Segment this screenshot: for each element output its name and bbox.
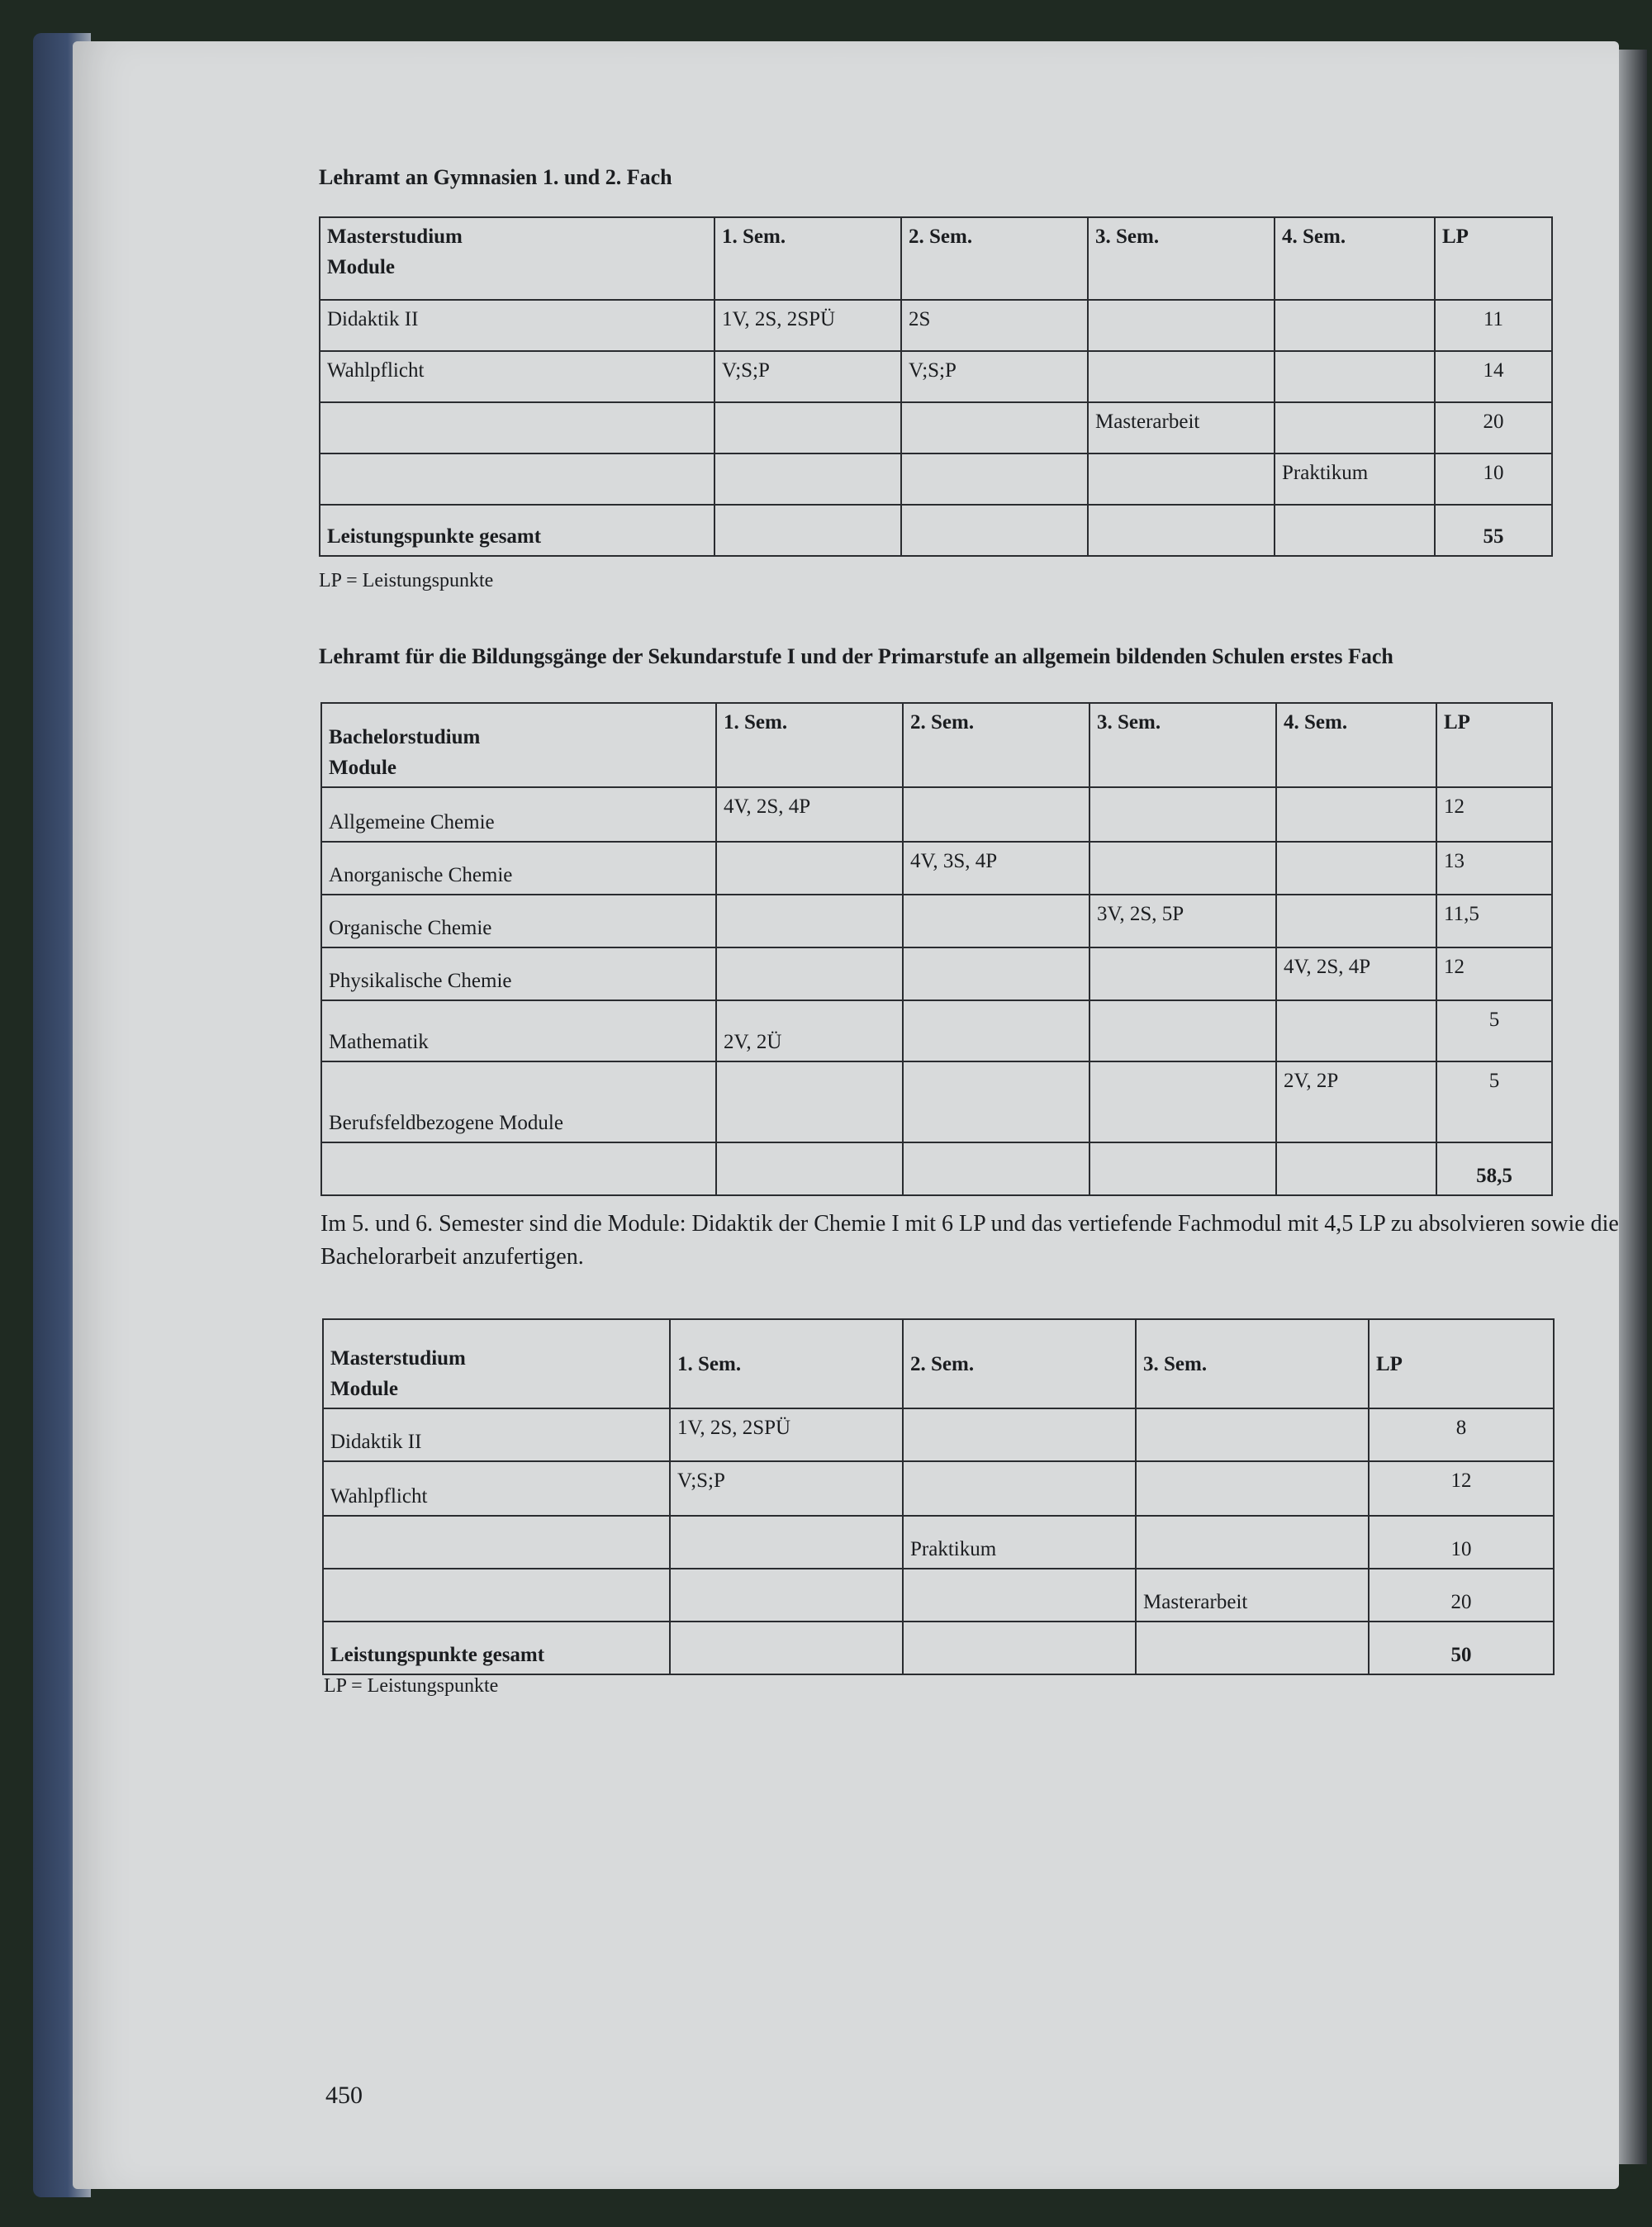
sem3-cell <box>1136 1408 1369 1461</box>
sem1-cell <box>670 1516 903 1569</box>
table-row <box>321 787 1552 842</box>
sem3-cell <box>1089 947 1276 1000</box>
sem3-cell <box>1088 351 1275 402</box>
section1-heading: Lehramt an Gymnasien 1. und 2. Fach <box>319 165 672 189</box>
sem3-cell <box>1089 1000 1276 1061</box>
sem3-header: 3. Sem. <box>1089 703 1276 787</box>
sem3-cell <box>1088 300 1275 351</box>
lp-cell: 5 <box>1436 1061 1552 1142</box>
sem1-cell <box>714 402 901 453</box>
sem1-cell: V;S;P <box>670 1461 903 1516</box>
sem2-cell <box>901 402 1088 453</box>
lp-cell: 11,5 <box>1436 895 1552 947</box>
sem4-cell: Praktikum <box>1275 453 1435 505</box>
sem1-header: 1. Sem. <box>714 217 901 300</box>
sem3-cell <box>1089 842 1276 895</box>
table-row <box>323 1516 1554 1569</box>
lp-cell: 12 <box>1369 1461 1554 1516</box>
sem1-cell: 2V, 2Ü <box>716 1000 903 1061</box>
sem1-header: 1. Sem. <box>716 703 903 787</box>
total-row <box>323 1622 1554 1674</box>
sem2-cell <box>903 1408 1136 1461</box>
total-row <box>321 1142 1552 1195</box>
sem4-cell <box>1275 300 1435 351</box>
section2-heading: Lehramt für die Bildungsgänge der Sekundarstufe I und der Primarstufe an allgemein bildenden Schulen erstes Fach <box>319 644 1393 668</box>
module-header: Masterstudium Module <box>320 217 714 300</box>
module-cell: Physikalische Chemie <box>321 947 716 1000</box>
sem2-cell <box>903 1569 1136 1622</box>
sem1-cell: 1V, 2S, 2SPÜ <box>714 300 901 351</box>
module-cell: Allgemeine Chemie <box>321 787 716 842</box>
sem2-header: 2. Sem. <box>903 1319 1136 1408</box>
sem3-cell: 3V, 2S, 5P <box>1089 895 1276 947</box>
sem2-header: 2. Sem. <box>903 703 1089 787</box>
total-lp: 50 <box>1369 1622 1554 1674</box>
sem1-cell: V;S;P <box>714 351 901 402</box>
sem3-cell: Masterarbeit <box>1136 1569 1369 1622</box>
sem2-cell <box>903 1000 1089 1061</box>
lp-cell: 12 <box>1436 787 1552 842</box>
sem3-cell <box>1089 787 1276 842</box>
sem3-cell <box>1136 1461 1369 1516</box>
table-row <box>320 351 1552 402</box>
lp-cell: 20 <box>1435 402 1552 453</box>
sem3-header: 3. Sem. <box>1088 217 1275 300</box>
sem2-header: 2. Sem. <box>901 217 1088 300</box>
total-lp: 58,5 <box>1436 1142 1552 1195</box>
table-header-row <box>323 1319 1554 1408</box>
module-cell <box>323 1569 670 1622</box>
sem4-cell <box>1276 842 1436 895</box>
sem1-cell <box>714 453 901 505</box>
module-header: Bachelorstudium Module <box>321 703 716 787</box>
lp-cell: 13 <box>1436 842 1552 895</box>
lp-note: LP = Leistungspunkte <box>319 570 494 591</box>
book-page <box>73 41 1619 2189</box>
module-cell <box>320 402 714 453</box>
sem3-header: 3. Sem. <box>1136 1319 1369 1408</box>
total-label: Leistungspunkte gesamt <box>320 505 714 556</box>
sem4-cell <box>1276 787 1436 842</box>
sem4-cell: 4V, 2S, 4P <box>1276 947 1436 1000</box>
lp-cell: 8 <box>1369 1408 1554 1461</box>
table-row <box>323 1569 1554 1622</box>
sem3-cell: Masterarbeit <box>1088 402 1275 453</box>
sem3-cell <box>1089 1061 1276 1142</box>
table-row <box>321 895 1552 947</box>
sem2-cell <box>903 1461 1136 1516</box>
sem1-cell <box>716 895 903 947</box>
lp-cell: 11 <box>1435 300 1552 351</box>
sem2-cell <box>901 453 1088 505</box>
sem4-header: 4. Sem. <box>1276 703 1436 787</box>
sem2-cell: 4V, 3S, 4P <box>903 842 1089 895</box>
table-row <box>323 1461 1554 1516</box>
lp-cell: 10 <box>1369 1516 1554 1569</box>
sem2-cell: V;S;P <box>901 351 1088 402</box>
module-cell: Didaktik II <box>320 300 714 351</box>
table-row <box>321 1000 1552 1061</box>
sem1-cell: 4V, 2S, 4P <box>716 787 903 842</box>
sem3-cell <box>1136 1516 1369 1569</box>
sem4-cell <box>1275 402 1435 453</box>
lp-note: LP = Leistungspunkte <box>324 1675 499 1697</box>
section3-table <box>322 1318 1555 1675</box>
table-row <box>320 453 1552 505</box>
sem2-cell <box>903 947 1089 1000</box>
sem4-cell <box>1276 895 1436 947</box>
sem1-cell <box>670 1569 903 1622</box>
total-label: Leistungspunkte gesamt <box>323 1622 670 1674</box>
sem1-cell: 1V, 2S, 2SPÜ <box>670 1408 903 1461</box>
page-number: 450 <box>325 2082 363 2109</box>
module-cell: Wahlpflicht <box>320 351 714 402</box>
sem4-cell: 2V, 2P <box>1276 1061 1436 1142</box>
sem3-cell <box>1088 453 1275 505</box>
lp-header: LP <box>1435 217 1552 300</box>
table-row <box>321 842 1552 895</box>
sem1-header: 1. Sem. <box>670 1319 903 1408</box>
sem4-header: 4. Sem. <box>1275 217 1435 300</box>
sem2-cell: Praktikum <box>903 1516 1136 1569</box>
module-cell: Wahlpflicht <box>323 1461 670 1516</box>
sem2-cell <box>903 895 1089 947</box>
module-header: Masterstudium Module <box>323 1319 670 1408</box>
total-row <box>320 505 1552 556</box>
lp-cell: 5 <box>1436 1000 1552 1061</box>
lp-cell: 10 <box>1435 453 1552 505</box>
table-row <box>320 300 1552 351</box>
section2-table <box>320 702 1553 1196</box>
sem1-cell <box>716 947 903 1000</box>
lp-cell: 20 <box>1369 1569 1554 1622</box>
table-row <box>321 1061 1552 1142</box>
sem2-cell <box>903 1061 1089 1142</box>
table-header-row <box>320 217 1552 300</box>
table-row <box>321 947 1552 1000</box>
table-row <box>320 402 1552 453</box>
lp-cell: 12 <box>1436 947 1552 1000</box>
sem1-cell <box>716 842 903 895</box>
sem4-cell <box>1275 351 1435 402</box>
lp-cell: 14 <box>1435 351 1552 402</box>
module-cell: Berufsfeldbezogene Module <box>321 1061 716 1142</box>
sem2-cell <box>903 787 1089 842</box>
table-row <box>323 1408 1554 1461</box>
table-header-row <box>321 703 1552 787</box>
semester-note-paragraph: Im 5. und 6. Semester sind die Module: Didaktik der Chemie I mit 6 LP und das vertiefende Fachmodul mit 4,5 LP zu absolvieren sowie die Bachelorarbeit anzufertigen. <box>320 1211 1619 1270</box>
module-cell <box>320 453 714 505</box>
lp-header: LP <box>1436 703 1552 787</box>
sem2-cell: 2S <box>901 300 1088 351</box>
total-lp: 55 <box>1435 505 1552 556</box>
module-cell: Didaktik II <box>323 1408 670 1461</box>
lp-header: LP <box>1369 1319 1554 1408</box>
section1-table <box>319 216 1553 557</box>
module-cell: Anorganische Chemie <box>321 842 716 895</box>
module-cell: Organische Chemie <box>321 895 716 947</box>
sem4-cell <box>1276 1000 1436 1061</box>
module-cell: Mathematik <box>321 1000 716 1061</box>
module-cell <box>323 1516 670 1569</box>
sem1-cell <box>716 1061 903 1142</box>
